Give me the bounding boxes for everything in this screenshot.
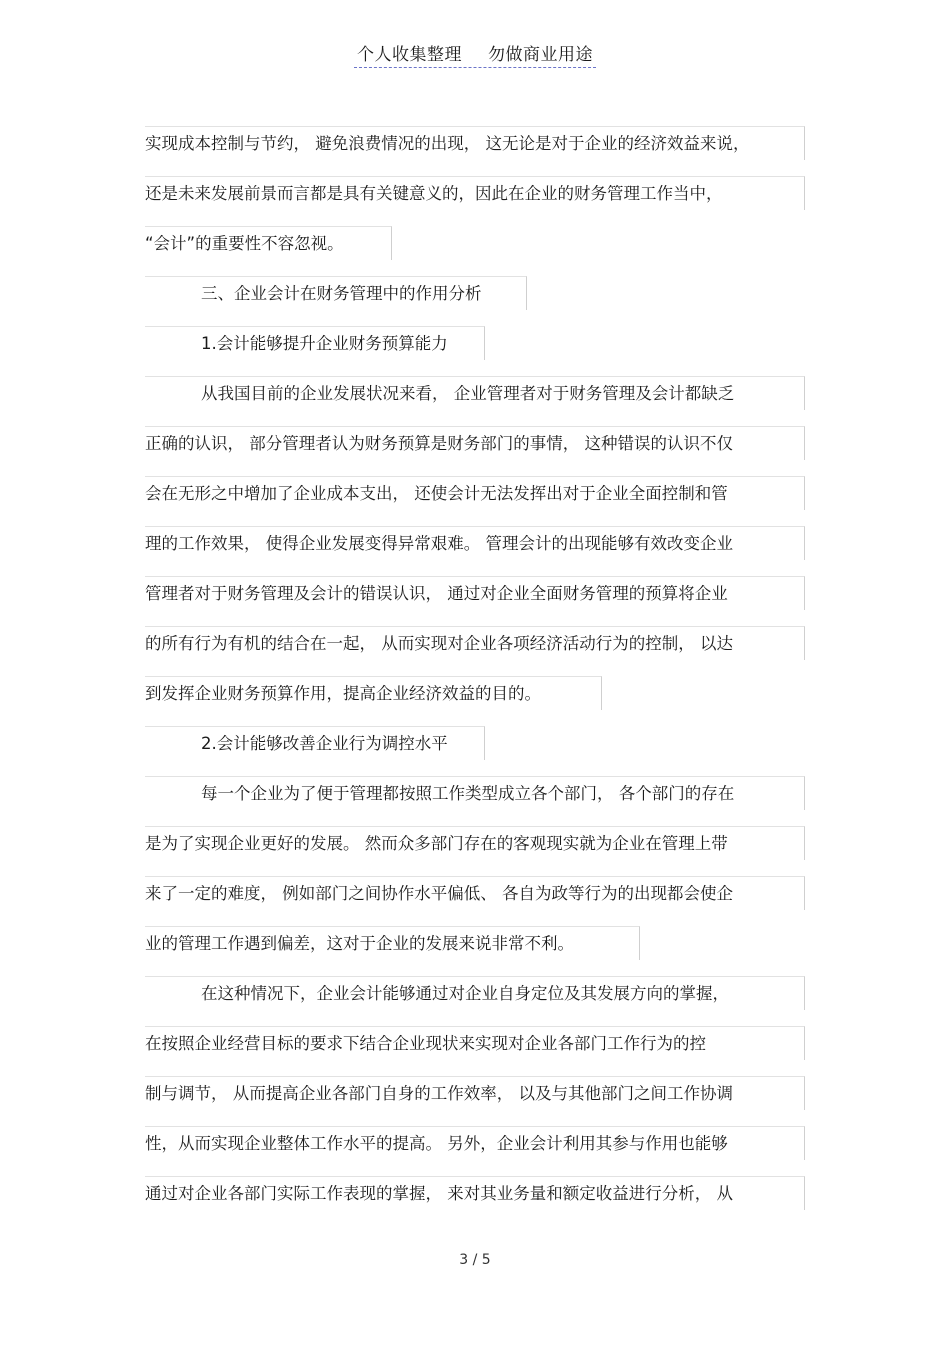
body-line: 理的工作效果， 使得企业发展变得异常艰难。 管理会计的出现能够有效改变企业	[145, 526, 805, 560]
body-line: 制与调节， 从而提高企业各部门自身的工作效率， 以及与其他部门之间工作协调	[145, 1076, 805, 1110]
page-number: 3 / 5	[459, 1252, 491, 1268]
body-line: 性，从而实现企业整体工作水平的提高。 另外，企业会计利用其参与作用也能够	[145, 1126, 805, 1160]
header-left-text: 个人收集整理	[357, 45, 462, 65]
body-line: 实现成本控制与节约， 避免浪费情况的出现， 这无论是对于企业的经济效益来说，	[145, 126, 805, 160]
subsection-heading: 2.会计能够改善企业行为调控水平	[145, 726, 485, 760]
section-heading: 三、企业会计在财务管理中的作用分析	[145, 276, 527, 310]
body-line: 还是未来发展前景而言都是具有关键意义的，因此在企业的财务管理工作当中，	[145, 176, 805, 210]
body-line: 是为了实现企业更好的发展。 然而众多部门存在的客观现实就为企业在管理上带	[145, 826, 805, 860]
body-line: 的所有行为有机的结合在一起， 从而实现对企业各项经济活动行为的控制， 以达	[145, 626, 805, 660]
body-line: 通过对企业各部门实际工作表现的掌握， 来对其业务量和额定收益进行分析， 从	[145, 1176, 805, 1210]
body-line: 到发挥企业财务预算作用，提高企业经济效益的目的。	[145, 676, 602, 710]
body-line: 每一个企业为了便于管理都按照工作类型成立各个部门， 各个部门的存在	[145, 776, 805, 810]
body-line: 在按照企业经营目标的要求下结合企业现状来实现对企业各部门工作行为的控	[145, 1026, 805, 1060]
body-line: 会在无形之中增加了企业成本支出， 还使会计无法发挥出对于企业全面控制和管	[145, 476, 805, 510]
header-link[interactable]	[354, 40, 596, 68]
body-line: 管理者对于财务管理及会计的错误认识， 通过对企业全面财务管理的预算将企业	[145, 576, 805, 610]
body-line: 业的管理工作遇到偏差，这对于企业的发展来说非常不利。	[145, 926, 640, 960]
header-right-text: 勿做商业用途	[488, 45, 593, 65]
page-header	[0, 40, 950, 68]
body-line: 从我国目前的企业发展状况来看， 企业管理者对于财务管理及会计都缺乏	[145, 376, 805, 410]
body-line: “会计”的重要性不容忽视。	[145, 226, 392, 260]
body-line: 正确的认识， 部分管理者认为财务预算是财务部门的事情， 这种错误的认识不仅	[145, 426, 805, 460]
body-line: 在这种情况下，企业会计能够通过对企业自身定位及其发展方向的掌握，	[145, 976, 805, 1010]
body-line: 来了一定的难度， 例如部门之间协作水平偏低、 各自为政等行为的出现都会使企	[145, 876, 805, 910]
subsection-heading: 1.会计能够提升企业财务预算能力	[145, 326, 485, 360]
